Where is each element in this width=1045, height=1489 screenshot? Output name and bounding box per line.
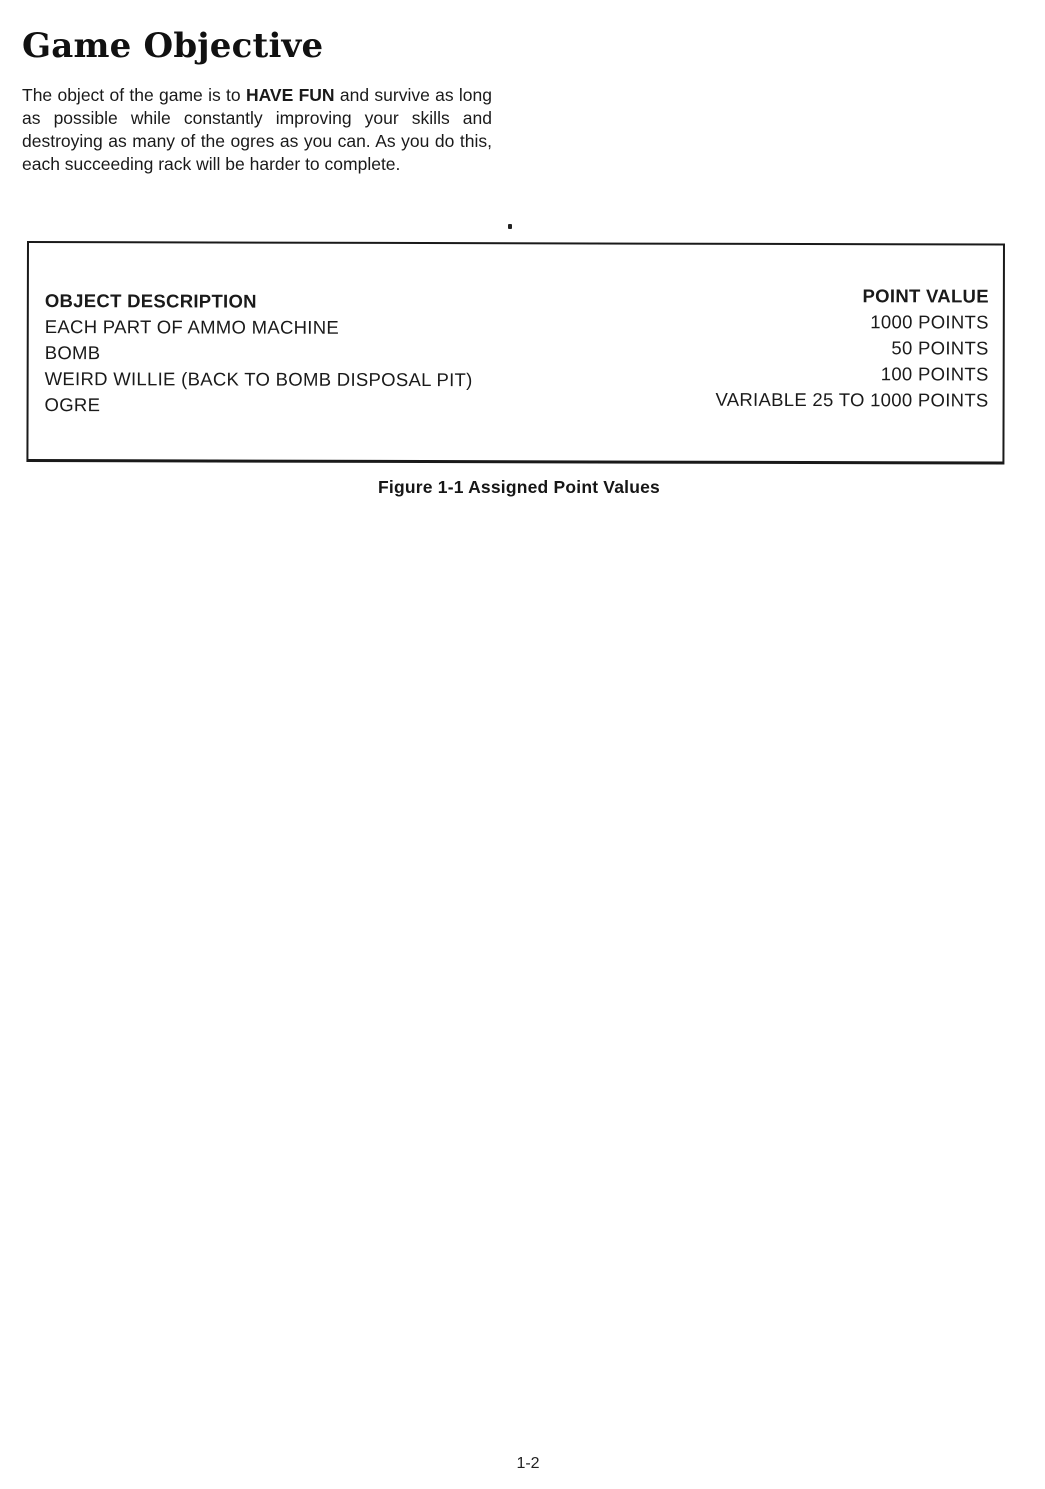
table-row-object: WEIRD WILLIE (BACK TO BOMB DISPOSAL PIT) [44, 368, 473, 391]
point-value-header: POINT VALUE [862, 285, 989, 307]
point-values-table [26, 241, 1005, 465]
intro-emphasis: HAVE FUN [245, 85, 335, 105]
print-speck [508, 224, 512, 229]
table-row-points: 50 POINTS [891, 337, 989, 359]
table-row-points: 100 POINTS [880, 363, 989, 385]
figure-caption: Figure 1-1 Assigned Point Values [378, 477, 660, 497]
intro-text-after: and survive as long as possible while constantly improving your skills and destroying as many of the ogres as you can. As you do this, each succeeding rack will be harder to complete. [22, 85, 492, 174]
object-description-column [45, 288, 473, 419]
object-description-header: OBJECT DESCRIPTION [44, 290, 257, 312]
table-row-points: VARIABLE 25 TO 1000 POINTS [715, 388, 989, 411]
page-number: 1-2 [516, 1455, 540, 1472]
table-row-object: EACH PART OF AMMO MACHINE [44, 316, 340, 338]
table-row-object: BOMB [44, 342, 101, 364]
intro-paragraph [22, 84, 492, 176]
table-row-points: 1000 POINTS [870, 311, 989, 333]
table-row-object: OGRE [44, 394, 101, 416]
intro-text-before: The object of the game is to [22, 85, 246, 105]
point-value-column [715, 283, 988, 414]
page-title: Game Objective [22, 26, 324, 66]
